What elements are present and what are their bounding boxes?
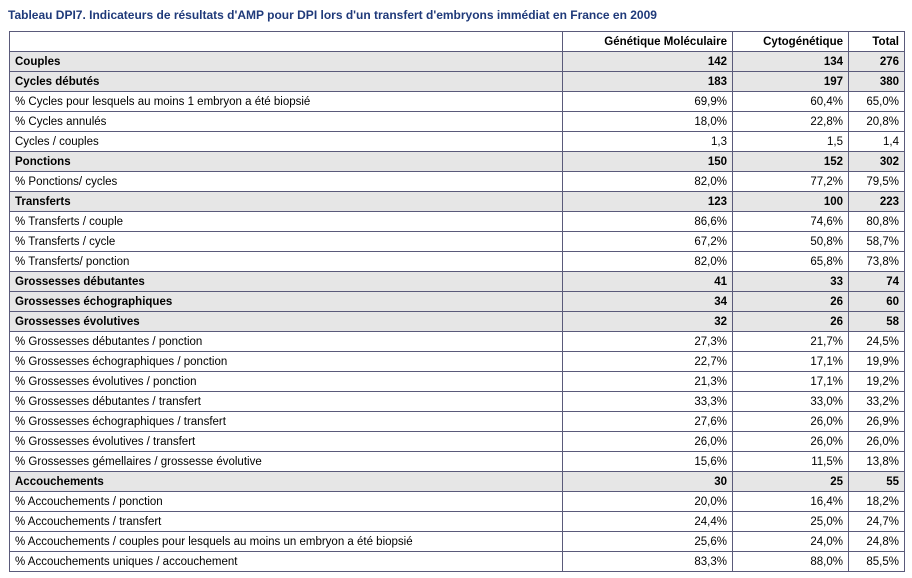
row-label: % Grossesses échographiques / transfert xyxy=(10,412,563,432)
cell-total: 65,0% xyxy=(849,92,905,112)
cell-cytogenetique: 26 xyxy=(733,292,849,312)
cell-total: 60 xyxy=(849,292,905,312)
table-row xyxy=(10,552,905,572)
row-label: % Cycles annulés xyxy=(10,112,563,132)
cell-total: 79,5% xyxy=(849,172,905,192)
row-label: % Grossesses débutantes / ponction xyxy=(10,332,563,352)
cell-total: 13,8% xyxy=(849,452,905,472)
cell-cytogenetique: 74,6% xyxy=(733,212,849,232)
row-label: Accouchements xyxy=(10,472,563,492)
cell-total: 1,4 xyxy=(849,132,905,152)
cell-cytogenetique: 100 xyxy=(733,192,849,212)
cell-cytogenetique: 88,0% xyxy=(733,552,849,572)
row-label: % Transferts / couple xyxy=(10,212,563,232)
row-label: % Cycles pour lesquels au moins 1 embryon a été biopsié xyxy=(10,92,563,112)
cell-genetique-moleculaire: 20,0% xyxy=(563,492,733,512)
cell-genetique-moleculaire: 34 xyxy=(563,292,733,312)
table-row xyxy=(10,172,905,192)
cell-cytogenetique: 26,0% xyxy=(733,412,849,432)
cell-genetique-moleculaire: 1,3 xyxy=(563,132,733,152)
row-label: % Transferts / cycle xyxy=(10,232,563,252)
cell-total: 33,2% xyxy=(849,392,905,412)
cell-cytogenetique: 1,5 xyxy=(733,132,849,152)
row-label: Grossesses échographiques xyxy=(10,292,563,312)
cell-cytogenetique: 22,8% xyxy=(733,112,849,132)
cell-genetique-moleculaire: 33,3% xyxy=(563,392,733,412)
cell-genetique-moleculaire: 27,6% xyxy=(563,412,733,432)
cell-total: 58,7% xyxy=(849,232,905,252)
cell-genetique-moleculaire: 142 xyxy=(563,52,733,72)
cell-genetique-moleculaire: 83,3% xyxy=(563,552,733,572)
cell-genetique-moleculaire: 150 xyxy=(563,152,733,172)
table-row xyxy=(10,92,905,112)
cell-genetique-moleculaire: 69,9% xyxy=(563,92,733,112)
cell-genetique-moleculaire: 24,4% xyxy=(563,512,733,532)
table-row xyxy=(10,452,905,472)
row-label: % Grossesses évolutives / ponction xyxy=(10,372,563,392)
row-label: % Grossesses échographiques / ponction xyxy=(10,352,563,372)
table-row xyxy=(10,252,905,272)
row-label: % Accouchements / couples pour lesquels au moins un embryon a été biopsié xyxy=(10,532,563,552)
cell-cytogenetique: 25 xyxy=(733,472,849,492)
table-title: Tableau DPI7. Indicateurs de résultats d'AMP pour DPI lors d'un transfert d'embryons immédiat en France en 2009 xyxy=(8,8,657,22)
row-label: % Accouchements / transfert xyxy=(10,512,563,532)
cell-cytogenetique: 26 xyxy=(733,312,849,332)
cell-cytogenetique: 17,1% xyxy=(733,352,849,372)
cell-genetique-moleculaire: 22,7% xyxy=(563,352,733,372)
row-label: Grossesses débutantes xyxy=(10,272,563,292)
cell-total: 74 xyxy=(849,272,905,292)
row-label: % Ponctions/ cycles xyxy=(10,172,563,192)
row-label: % Transferts/ ponction xyxy=(10,252,563,272)
cell-cytogenetique: 26,0% xyxy=(733,432,849,452)
cell-total: 58 xyxy=(849,312,905,332)
row-label: Grossesses évolutives xyxy=(10,312,563,332)
table-row xyxy=(10,232,905,252)
row-label: % Grossesses débutantes / transfert xyxy=(10,392,563,412)
cell-total: 19,9% xyxy=(849,352,905,372)
cell-total: 223 xyxy=(849,192,905,212)
cell-cytogenetique: 50,8% xyxy=(733,232,849,252)
row-label: % Accouchements / ponction xyxy=(10,492,563,512)
cell-cytogenetique: 33 xyxy=(733,272,849,292)
cell-total: 55 xyxy=(849,472,905,492)
cell-total: 20,8% xyxy=(849,112,905,132)
cell-genetique-moleculaire: 82,0% xyxy=(563,172,733,192)
table-row xyxy=(10,352,905,372)
table-header-row xyxy=(10,32,905,52)
cell-genetique-moleculaire: 82,0% xyxy=(563,252,733,272)
cell-cytogenetique: 33,0% xyxy=(733,392,849,412)
row-label: Transferts xyxy=(10,192,563,212)
row-label: Cycles débutés xyxy=(10,72,563,92)
column-header-label xyxy=(10,32,563,52)
cell-cytogenetique: 134 xyxy=(733,52,849,72)
column-header-total: Total xyxy=(849,32,905,52)
cell-total: 276 xyxy=(849,52,905,72)
table-row xyxy=(10,372,905,392)
table-row xyxy=(10,532,905,552)
column-header-cytogenetique: Cytogénétique xyxy=(733,32,849,52)
table-row xyxy=(10,492,905,512)
cell-genetique-moleculaire: 15,6% xyxy=(563,452,733,472)
cell-cytogenetique: 65,8% xyxy=(733,252,849,272)
cell-cytogenetique: 25,0% xyxy=(733,512,849,532)
row-label: Ponctions xyxy=(10,152,563,172)
row-label: % Grossesses gémellaires / grossesse évolutive xyxy=(10,452,563,472)
cell-total: 73,8% xyxy=(849,252,905,272)
table-row xyxy=(10,212,905,232)
cell-genetique-moleculaire: 123 xyxy=(563,192,733,212)
cell-cytogenetique: 77,2% xyxy=(733,172,849,192)
cell-cytogenetique: 197 xyxy=(733,72,849,92)
cell-genetique-moleculaire: 67,2% xyxy=(563,232,733,252)
cell-total: 80,8% xyxy=(849,212,905,232)
cell-genetique-moleculaire: 183 xyxy=(563,72,733,92)
cell-cytogenetique: 17,1% xyxy=(733,372,849,392)
row-label: Couples xyxy=(10,52,563,72)
cell-cytogenetique: 11,5% xyxy=(733,452,849,472)
cell-genetique-moleculaire: 27,3% xyxy=(563,332,733,352)
cell-cytogenetique: 21,7% xyxy=(733,332,849,352)
cell-total: 24,8% xyxy=(849,532,905,552)
cell-genetique-moleculaire: 86,6% xyxy=(563,212,733,232)
cell-total: 302 xyxy=(849,152,905,172)
cell-genetique-moleculaire: 18,0% xyxy=(563,112,733,132)
cell-total: 26,0% xyxy=(849,432,905,452)
cell-total: 18,2% xyxy=(849,492,905,512)
table-row xyxy=(10,432,905,452)
results-table xyxy=(9,31,905,572)
table-body xyxy=(10,52,905,572)
cell-total: 24,5% xyxy=(849,332,905,352)
table-row xyxy=(10,272,905,292)
cell-total: 85,5% xyxy=(849,552,905,572)
table-row xyxy=(10,152,905,172)
cell-genetique-moleculaire: 32 xyxy=(563,312,733,332)
cell-genetique-moleculaire: 26,0% xyxy=(563,432,733,452)
cell-cytogenetique: 24,0% xyxy=(733,532,849,552)
row-label: % Grossesses évolutives / transfert xyxy=(10,432,563,452)
cell-total: 26,9% xyxy=(849,412,905,432)
cell-genetique-moleculaire: 21,3% xyxy=(563,372,733,392)
table-row xyxy=(10,112,905,132)
table-row xyxy=(10,312,905,332)
table-row xyxy=(10,72,905,92)
cell-total: 380 xyxy=(849,72,905,92)
table-row xyxy=(10,472,905,492)
table-row xyxy=(10,52,905,72)
cell-cytogenetique: 60,4% xyxy=(733,92,849,112)
cell-genetique-moleculaire: 25,6% xyxy=(563,532,733,552)
cell-cytogenetique: 16,4% xyxy=(733,492,849,512)
table-row xyxy=(10,132,905,152)
table-row xyxy=(10,292,905,312)
row-label: Cycles / couples xyxy=(10,132,563,152)
table-row xyxy=(10,412,905,432)
cell-cytogenetique: 152 xyxy=(733,152,849,172)
table-row xyxy=(10,192,905,212)
cell-genetique-moleculaire: 30 xyxy=(563,472,733,492)
cell-total: 19,2% xyxy=(849,372,905,392)
cell-genetique-moleculaire: 41 xyxy=(563,272,733,292)
column-header-genetique-moleculaire: Génétique Moléculaire xyxy=(563,32,733,52)
row-label: % Accouchements uniques / accouchement xyxy=(10,552,563,572)
table-row xyxy=(10,512,905,532)
cell-total: 24,7% xyxy=(849,512,905,532)
table-row xyxy=(10,332,905,352)
table-row xyxy=(10,392,905,412)
